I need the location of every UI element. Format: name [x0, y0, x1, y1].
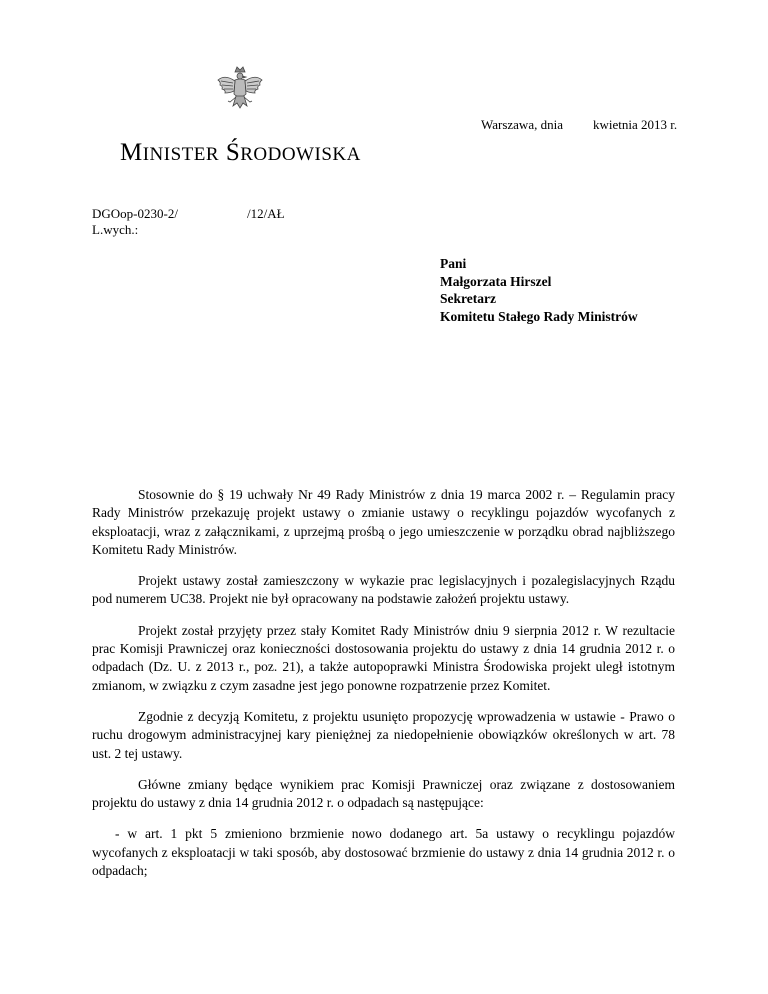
minister-second-letter: Ś	[225, 139, 241, 166]
paragraph: Projekt został przyjęty przez stały Komitet Rady Ministrów dniu 9 sierpnia 2012 r. W rezultacie prac Komisji Prawniczej oraz konieczności dostosowania projektu do ustawy z dnia 14 grudnia 2012 r. o odpadach (Dz. U. z 2013 r., poz. 21), a także autopoprawki Ministra Środowiska projekt uległ istotnym zmianom, w związku z czym zasadne jest jego ponowne rozpatrzenie przez Komitet.	[92, 622, 675, 693]
paragraph: Stosownie do § 19 uchwały Nr 49 Rady Ministrów z dnia 19 marca 2002 r. – Regulamin pracy Rady Ministrów przekazuję projekt ustawy o zmianie ustawy o recyklingu pojazdów wycofanych z eksploatacji, wraz z załącznikami, z uprzejmą prośbą o jego umieszczenie w porządku obrad najbliższego Komitetu Rady Ministrów.	[92, 487, 675, 557]
reference-code: DGOop-0230-2/	[92, 206, 178, 221]
addressee-block	[440, 255, 638, 325]
reference-suffix: /12/AŁ	[247, 206, 285, 221]
polish-eagle-emblem-icon	[215, 64, 265, 116]
minister-first-rest: INISTER	[142, 144, 220, 165]
minister-second-rest: RODOWISKA	[240, 144, 361, 165]
paragraph-bullet: - w art. 1 pkt 5 zmieniono brzmienie nowo dodanego art. 5a ustawy o recyklingu pojazdów wycofanych z eksploatacji w taki sposób, aby dostosować brzmienie do ustawy z dnia 14 grudnia 2012 r. o odpadach;	[92, 826, 675, 879]
minister-title	[120, 139, 361, 167]
paragraph: Projekt ustawy został zamieszczony w wykazie prac legislacyjnych i pozalegislacyjnych Rządu pod numerem UC38. Projekt nie był opracowany na podstawie założeń projektu ustawy.	[92, 573, 675, 607]
addressee-body: Komitetu Stałego Rady Ministrów	[440, 308, 638, 324]
reference-outgoing: L.wych.:	[92, 222, 139, 237]
date-month: kwietnia 2013 r.	[593, 117, 678, 132]
paragraph: Zgodnie z decyzją Komitetu, z projektu usunięto propozycję wprowadzenia w ustawie - Prawo o ruchu drogowym administracyjnej kary pieniężnej za niedopełnienie obowiązków określonych w art. 78 ust. 2 tej ustawy.	[92, 708, 675, 761]
date-place: Warszawa, dnia	[481, 117, 563, 132]
addressee-position: Sekretarz	[440, 291, 496, 306]
addressee-salutation: Pani	[440, 256, 467, 271]
minister-first-letter: M	[120, 139, 143, 166]
paragraph: Główne zmiany będące wynikiem prac Komisji Prawniczej oraz związane z dostosowaniem projektu do ustawy z dnia 14 grudnia 2012 r. o odpadach są następujące:	[92, 776, 675, 811]
addressee-name: Małgorzata Hirszel	[440, 273, 552, 289]
letter-body	[92, 486, 675, 893]
